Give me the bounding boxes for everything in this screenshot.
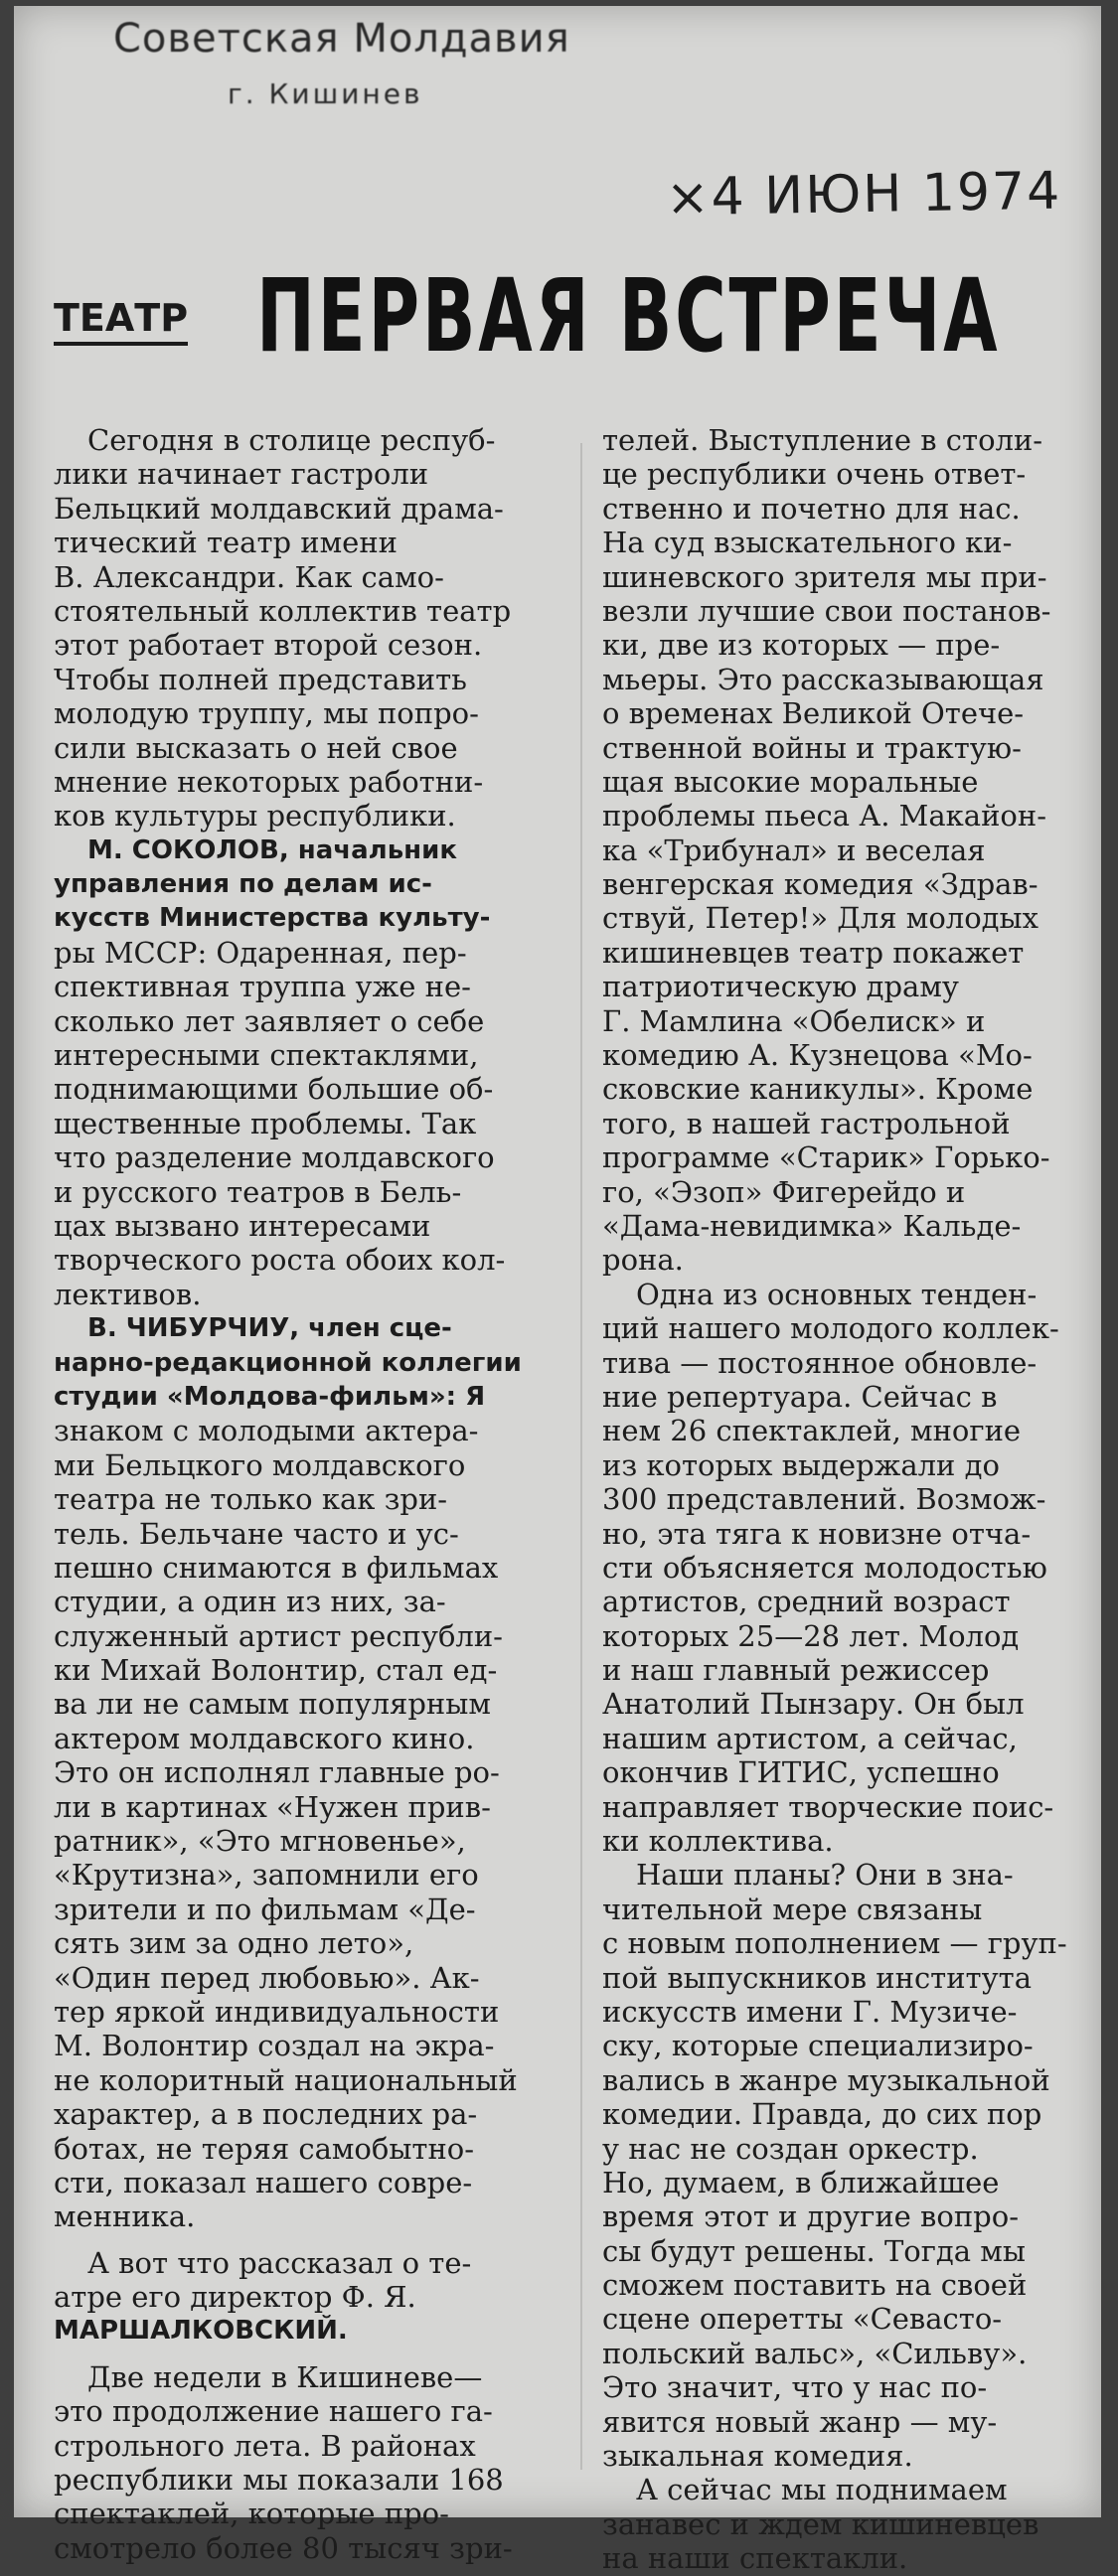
text-line: республики мы показали 168 xyxy=(54,2463,504,2498)
text-line: зрители и по фильмам «Де- xyxy=(54,1892,476,1926)
text-line: Г. Мамлина «Обелиск» и xyxy=(602,1003,986,1038)
text-line: сы будут решены. Тогда мы xyxy=(602,2233,1026,2268)
text-line: Бельцкий молдавский драма- xyxy=(54,491,504,526)
newspaper-name-stamp: Советская Молдавия xyxy=(113,16,570,62)
text-line: проблемы пьеса А. Макайон- xyxy=(602,799,1046,833)
text-line: 300 представлений. Возмож- xyxy=(602,1482,1046,1517)
text-line: телей. Выступление в столи- xyxy=(602,423,1043,457)
text-line: ки коллектива. xyxy=(602,1824,834,1859)
text-line: польский вальс», «Сильву». xyxy=(602,2336,1028,2370)
text-line: щественные проблемы. Так xyxy=(54,1106,477,1140)
text-line: МАРШАЛКОВСКИЙ. xyxy=(54,2316,348,2347)
text-line: ми Бельцкого молдавского xyxy=(54,1447,466,1482)
text-line: ску, которые специализиро- xyxy=(602,2029,1034,2063)
text-line: Две недели в Кишиневе— xyxy=(87,2359,483,2394)
text-line: о временах Великой Отече- xyxy=(602,696,1025,731)
text-line: творческого роста обоих кол- xyxy=(54,1243,506,1278)
text-line: кусств Министерства культу- xyxy=(54,903,491,934)
text-line: того, в нашей гастрольной xyxy=(602,1106,1011,1140)
section-rubric: ТЕАТР xyxy=(54,296,188,346)
text-line: характер, а в последних ра- xyxy=(54,2097,478,2132)
text-line: нашим артистом, а сейчас, xyxy=(602,1721,1018,1755)
text-line: комедии. Правда, до сих пор xyxy=(602,2097,1042,2132)
text-line: театра не только как зри- xyxy=(54,1482,448,1517)
text-line: знаком с молодыми актера- xyxy=(54,1414,479,1448)
text-line: направляет творческие поис- xyxy=(602,1789,1054,1824)
text-line: ций нашего молодого коллек- xyxy=(602,1311,1059,1346)
text-line: лективов. xyxy=(54,1277,202,1311)
text-line: зыкальная комедия. xyxy=(602,2439,913,2474)
text-line: М. Волонтир создал на экра- xyxy=(54,2029,495,2063)
text-line: А вот что рассказал о те- xyxy=(87,2245,472,2280)
city-stamp: г. Кишинев xyxy=(228,77,423,110)
text-line: Это он исполнял главные ро- xyxy=(54,1755,500,1790)
text-line: лики начинает гастроли xyxy=(54,457,429,492)
text-line: что разделение молдавского xyxy=(54,1140,495,1175)
text-line: ние репертуара. Сейчас в xyxy=(602,1379,998,1414)
text-line: на наши спектакли. xyxy=(602,2541,908,2576)
text-line: ка «Трибунал» и веселая xyxy=(602,833,986,867)
text-line: искусств имени Г. Музиче- xyxy=(602,1994,1018,2029)
text-line: но, эта тяга к новизне отча- xyxy=(602,1516,1032,1551)
text-line: тель. Бельчане часто и ус- xyxy=(54,1516,459,1551)
text-line: тер яркой индивидуальности xyxy=(54,1994,500,2029)
text-line: ственно и почетно для нас. xyxy=(602,491,1021,526)
text-line: и русского театров в Бель- xyxy=(54,1174,462,1209)
text-line: поднимающими большие об- xyxy=(54,1072,494,1107)
text-line: и наш главный режиссер xyxy=(602,1653,990,1688)
text-line: ки, две из которых — пре- xyxy=(602,628,1001,663)
text-line: цах вызвано интересами xyxy=(54,1208,431,1243)
text-line: ботах, не теряя самобытно- xyxy=(54,2131,475,2166)
text-line: стоятельный коллектив театр xyxy=(54,593,512,628)
text-line: ствуй, Петер!» Для молодых xyxy=(602,901,1038,936)
text-line: шиневского зрителя мы при- xyxy=(602,559,1047,594)
text-line: пешно снимаются в фильмах xyxy=(54,1550,499,1585)
text-line: ры МССР: Одаренная, пер- xyxy=(54,935,467,970)
column-divider xyxy=(580,443,582,2470)
text-line: служенный артист республи- xyxy=(54,1618,503,1653)
text-line: нем 26 спектаклей, многие xyxy=(602,1414,1022,1448)
text-line: патриотическую драму xyxy=(602,970,959,1004)
text-line: программе «Старик» Горько- xyxy=(602,1140,1050,1175)
text-line: Чтобы полней представить xyxy=(54,662,467,696)
text-line: из которых выдержали до xyxy=(602,1447,1000,1482)
text-line: не колоритный национальный xyxy=(54,2062,518,2097)
text-line: занавес и ждем кишиневцев xyxy=(602,2506,1039,2541)
text-line: комедию А. Кузнецова «Мо- xyxy=(602,1038,1033,1073)
text-line: ков культуры республики. xyxy=(54,799,456,833)
text-line: это продолжение нашего га- xyxy=(54,2394,493,2429)
text-line: ли в картинах «Нужен прив- xyxy=(54,1789,491,1824)
text-line: время этот и другие вопро- xyxy=(602,2199,1019,2234)
text-line: Это значит, что у нас по- xyxy=(602,2370,988,2405)
text-line: чительной мере связаны xyxy=(602,1892,983,1926)
text-line: щая высокие моральные xyxy=(602,764,979,799)
text-line: атре его директор Ф. Я. xyxy=(54,2280,416,2315)
text-line: нарно-редакционной коллегии xyxy=(54,1347,522,1378)
text-line: студии «Молдова-фильм»: Я xyxy=(54,1381,486,1412)
text-line: Одна из основных тенден- xyxy=(636,1277,1038,1311)
text-line: сможем поставить на своей xyxy=(602,2268,1028,2303)
text-line: строльного лета. В районах xyxy=(54,2428,476,2463)
text-line: це республики очень ответ- xyxy=(602,457,1027,492)
newspaper-clipping xyxy=(14,6,1101,2576)
text-line: студии, а один из них, за- xyxy=(54,1585,446,1619)
text-line: «Дама-невидимка» Кальде- xyxy=(602,1208,1022,1243)
text-line: смотрело более 80 тысяч зри- xyxy=(54,2530,513,2565)
text-line: сти, показал нашего совре- xyxy=(54,2165,473,2199)
text-line: го, «Эзоп» Фигерейдо и xyxy=(602,1174,966,1209)
text-line: сколько лет заявляет о себе xyxy=(54,1003,485,1038)
text-line: ратник», «Это мгновенье», xyxy=(54,1824,466,1859)
text-line: М. СОКОЛОВ, начальник xyxy=(87,834,457,865)
text-line: окончив ГИТИС, успешно xyxy=(602,1755,1000,1790)
text-line: ственной войны и трактую- xyxy=(602,730,1022,765)
text-line: тива — постоянное обновле- xyxy=(602,1345,1038,1380)
text-line: интересными спектаклями, xyxy=(54,1038,479,1073)
text-line: тический театр имени xyxy=(54,526,398,560)
text-line: «Крутизна», запомнили его xyxy=(54,1858,479,1893)
text-line: пой выпускников института xyxy=(602,1960,1032,1995)
text-line: рона. xyxy=(602,1243,684,1278)
text-line: Наши планы? Они в зна- xyxy=(636,1858,1014,1893)
text-line: молодую труппу, мы попро- xyxy=(54,696,479,731)
text-line: ва ли не самым популярным xyxy=(54,1687,491,1722)
text-line: Но, думаем, в ближайшее xyxy=(602,2165,1000,2199)
left-column xyxy=(54,423,551,2565)
text-line: спективная труппа уже не- xyxy=(54,970,471,1004)
text-line: этот работает второй сезон. xyxy=(54,628,483,663)
text-line: сять зим за одно лето», xyxy=(54,1926,414,1961)
article-headline: ПЕРВАЯ ВСТРЕЧА xyxy=(256,257,1001,376)
text-line: у нас не создан оркестр. xyxy=(602,2131,979,2166)
text-line: актером молдавского кино. xyxy=(54,1721,475,1755)
text-line: сили высказать о ней свое xyxy=(54,730,458,765)
text-line: сти объясняется молодостью xyxy=(602,1550,1047,1585)
text-line: В. Александри. Как само- xyxy=(54,559,444,594)
text-line: которых 25—28 лет. Молод xyxy=(602,1618,1020,1653)
text-line: спектаклей, которые про- xyxy=(54,2497,449,2531)
right-column xyxy=(602,423,1099,2576)
text-line: везли лучшие свои постанов- xyxy=(602,593,1051,628)
text-line: мьеры. Это рассказывающая xyxy=(602,662,1044,696)
date-stamp: ×4 ИЮН 1974 xyxy=(665,161,1062,228)
text-line: ки Михай Волонтир, стал ед- xyxy=(54,1653,498,1688)
text-line: явится новый жанр — му- xyxy=(602,2404,998,2439)
text-line: На суд взыскательного ки- xyxy=(602,526,1013,560)
text-line: венгерская комедия «Здрав- xyxy=(602,867,1038,902)
text-line: с новым пополнением — груп- xyxy=(602,1926,1067,1961)
text-line: В. ЧИБУРЧИУ, член сце- xyxy=(87,1313,452,1344)
paragraph-gap xyxy=(54,2234,551,2246)
text-line: «Один перед любовью». Ак- xyxy=(54,1960,480,1995)
text-line: артистов, средний возраст xyxy=(602,1585,1011,1619)
text-line: вались в жанре музыкальной xyxy=(602,2062,1050,2097)
text-line: менника. xyxy=(54,2199,196,2234)
paragraph-gap xyxy=(54,2349,551,2360)
text-line: А сейчас мы поднимаем xyxy=(636,2473,1008,2507)
text-line: Сегодня в столице респуб- xyxy=(87,423,496,457)
text-line: управления по делам ис- xyxy=(54,869,432,900)
text-line: сцене оперетты «Севасто- xyxy=(602,2302,1003,2337)
text-line: мнение некоторых работни- xyxy=(54,764,484,799)
text-line: Анатолий Пынзару. Он был xyxy=(602,1687,1025,1722)
text-line: кишиневцев театр покажет xyxy=(602,935,1025,970)
text-line: сковские каникулы». Кроме xyxy=(602,1072,1034,1107)
